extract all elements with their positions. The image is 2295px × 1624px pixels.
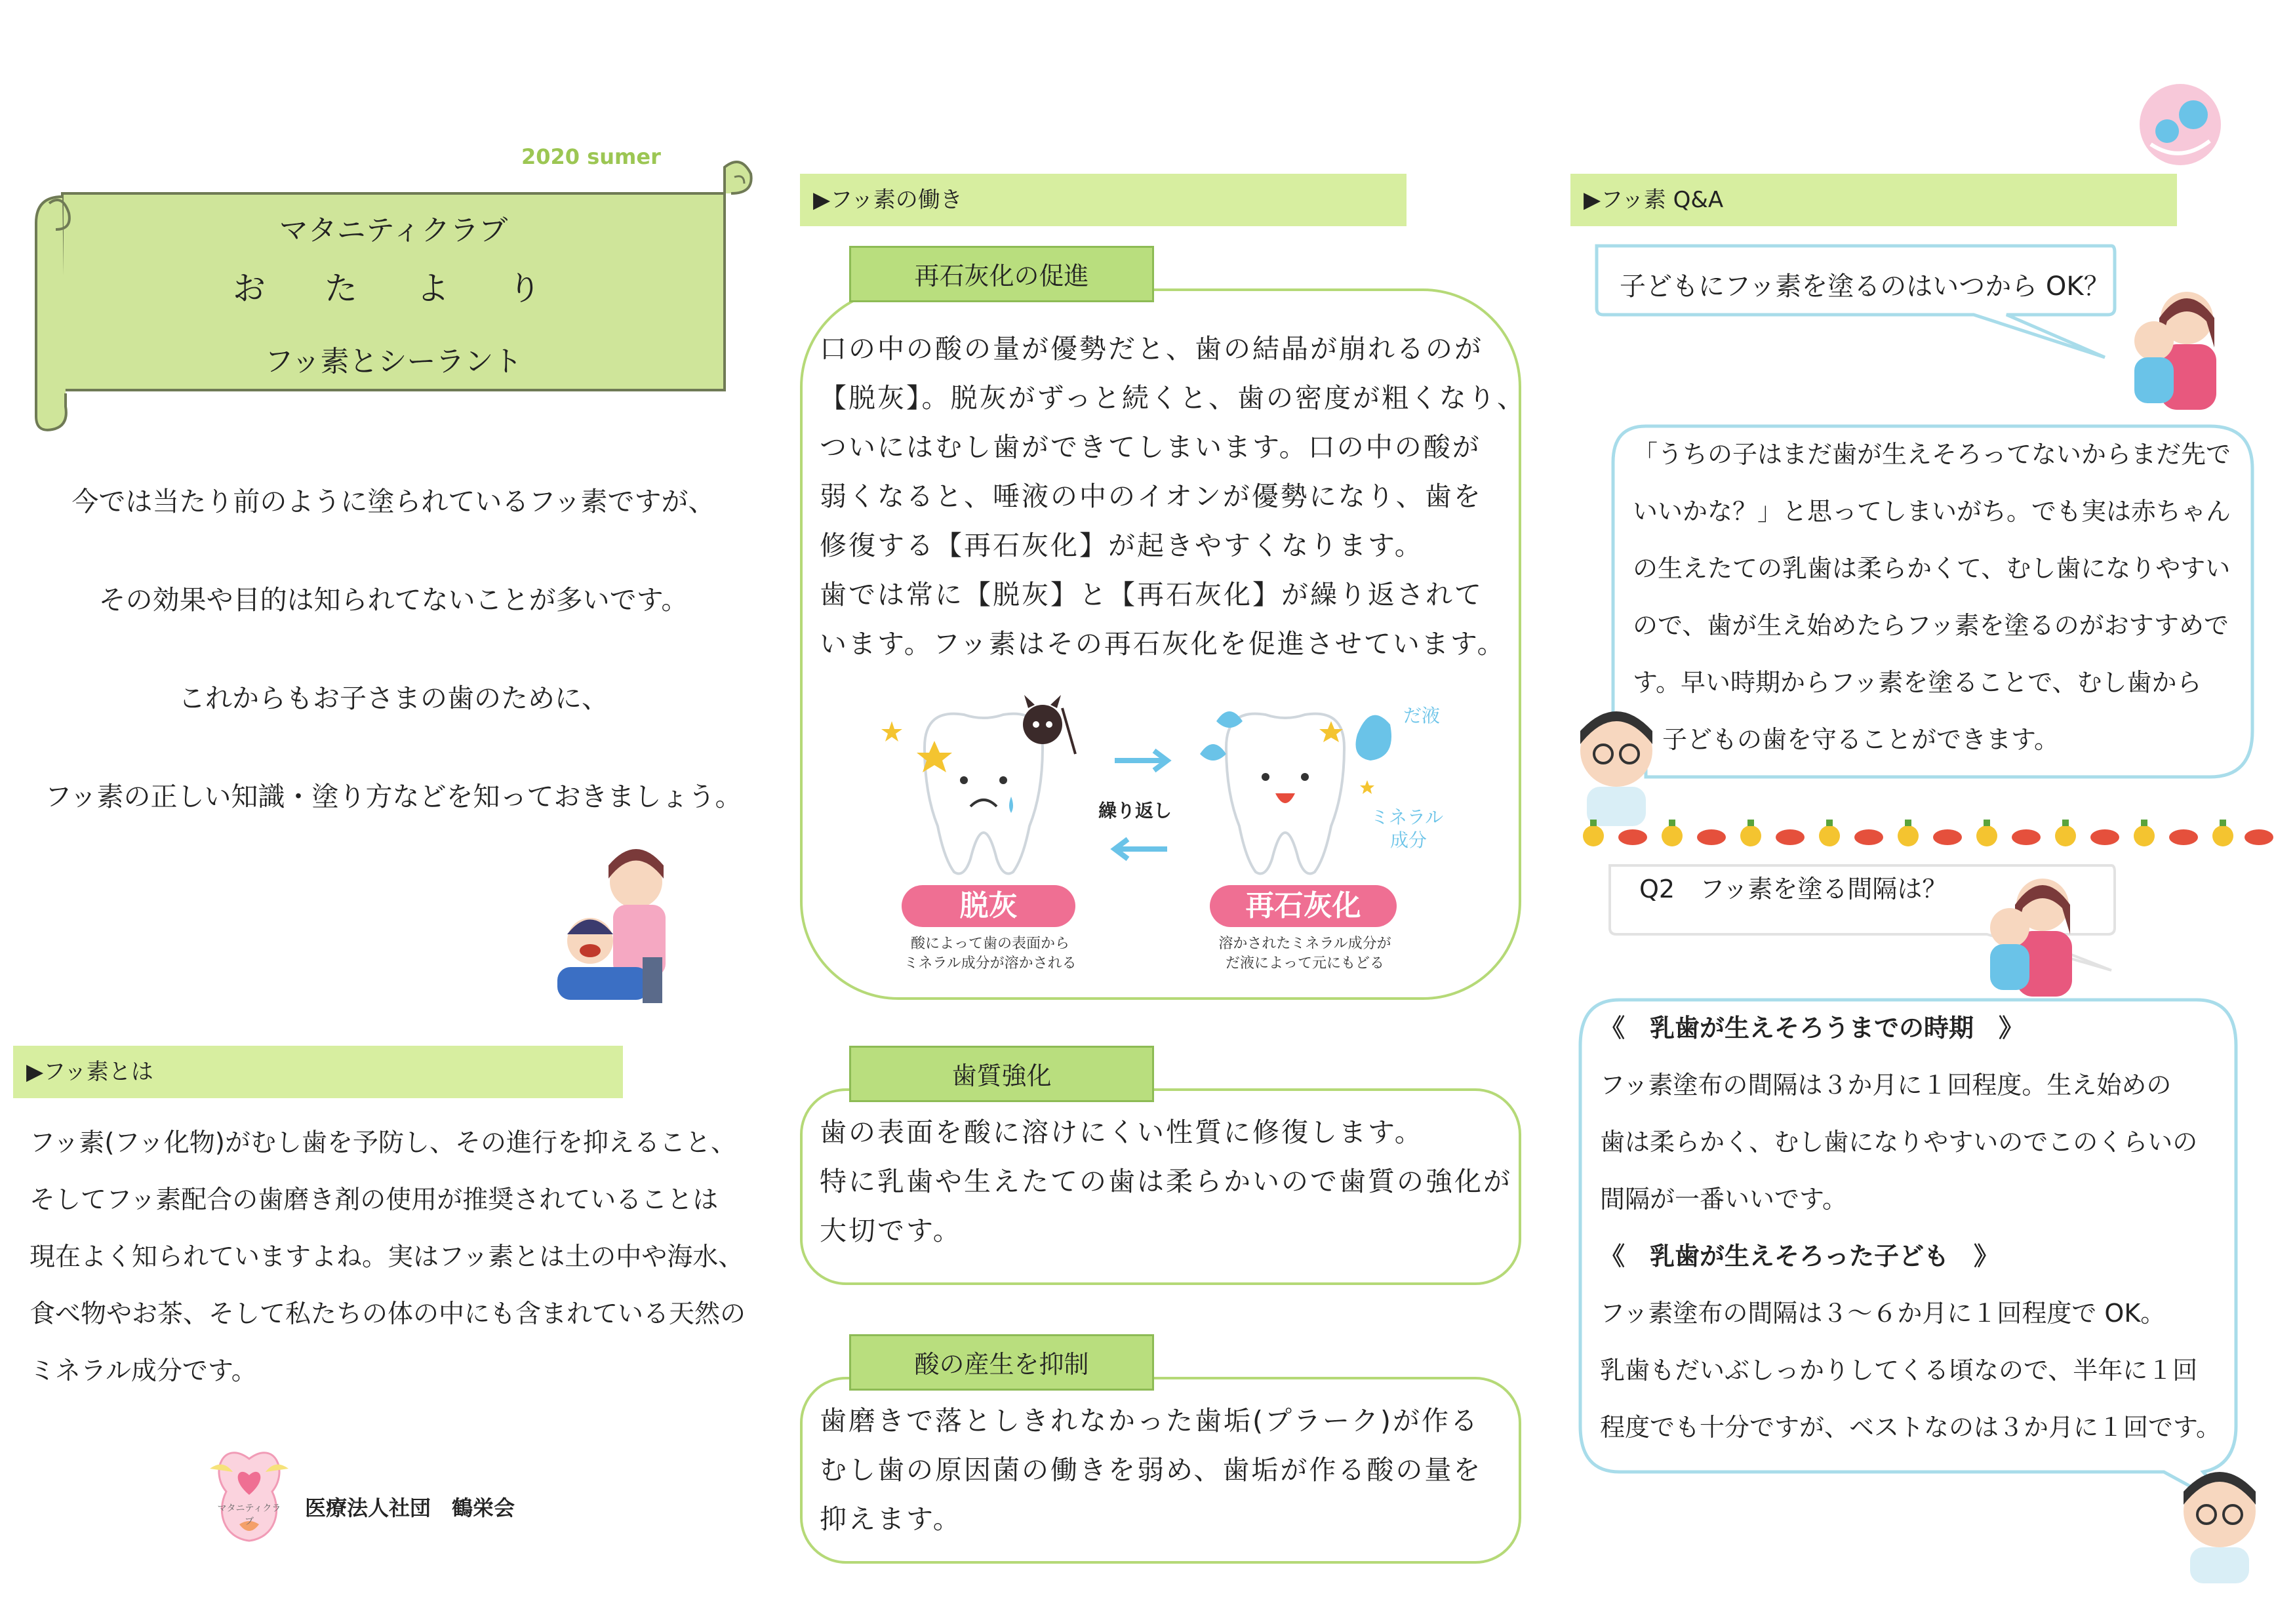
- caption-line: 酸によって歯の表面から: [910, 936, 1069, 952]
- remineral-badge: 再石灰化: [1210, 885, 1397, 927]
- paragraph-line: 修復する【再石灰化】が起きやすくなります。: [820, 530, 1424, 561]
- acid-text: [820, 1396, 1482, 1544]
- strengthen-text: [820, 1108, 1512, 1256]
- paragraph-line: 【脱灰】。脱灰がずっと続くと、歯の密度が粗くなり、: [820, 382, 1527, 414]
- mineral-label: ミネラル: [1370, 806, 1444, 828]
- bacteria-devil-icon: [1023, 705, 1062, 744]
- doctor-illustration: [2170, 1459, 2269, 1583]
- answer-heading: 《 乳歯が生えそろった子ども 》: [1600, 1242, 1999, 1271]
- intro-line: 今では当たり前のように塗られているフッ素ですが、: [71, 486, 715, 517]
- answer-line: 程度でも十分ですが、ベストなのは３か月に１回です。: [1600, 1413, 2221, 1442]
- acid-tag: 酸の産生を抑制: [849, 1334, 1154, 1391]
- remineral-caption: [1180, 934, 1429, 974]
- season-label: 2020 sumer: [521, 144, 661, 169]
- paragraph-line: います。フッ素はその再石灰化を促進させています。: [820, 628, 1506, 660]
- intro-text: [0, 452, 787, 846]
- answer-line: 子どもの歯を守ることができます。: [1662, 725, 2059, 754]
- paragraph-line: そしてフッ素配合の歯磨き剤の使用が推奨されていることは: [30, 1185, 719, 1215]
- arrow-right-icon: [1115, 751, 1167, 770]
- logo-text: マタニティクラブ: [217, 1503, 281, 1527]
- intro-line: これからもお子さまの歯のために、: [178, 683, 609, 714]
- answer-line: 「うちの子はまだ歯が生えそろってないからまだ先で: [1633, 440, 2231, 469]
- caption-line: ミネラル成分が溶かされる: [904, 955, 1077, 972]
- paragraph-line: 大切です。: [820, 1215, 962, 1246]
- intro-line: その効果や目的は知られてないことが多いです。: [98, 584, 688, 616]
- organization-name: 医療法人社団 鶴栄会: [305, 1495, 515, 1520]
- paragraph-line: 特に乳歯や生えたての歯は柔らかいので歯質の強化が: [820, 1166, 1512, 1197]
- club-logo: [210, 1446, 289, 1544]
- a1-text: [1633, 426, 2231, 768]
- caption-line: 溶かされたミネラル成分が: [1218, 936, 1391, 952]
- cycle-label: 繰り返し: [1098, 800, 1172, 822]
- subtitle: フッ素とシーラント: [264, 345, 523, 378]
- q2-text: Q2 フッ素を塗る間隔は？: [1639, 875, 1947, 903]
- fruit-border: [1574, 816, 2275, 856]
- mother-baby-illustration: [1970, 869, 2082, 1000]
- a2-text: [1600, 1000, 2221, 1456]
- answer-line: す。早い時期からフッ素を塗ることで、むし歯から: [1633, 668, 2202, 697]
- paragraph-line: 抑えます。: [820, 1503, 962, 1535]
- paragraph-line: 歯の表面を酸に溶けにくい性質に修復します。: [820, 1117, 1424, 1148]
- paragraph-line: フッ素(フッ化物)がむし歯を予防し、その進行を抑えること、: [30, 1128, 736, 1158]
- answer-line: フッ素塗布の間隔は３～６か月に１回程度で OK。: [1600, 1299, 2166, 1328]
- dentist-illustration: [531, 839, 695, 1010]
- answer-heading: 《 乳歯が生えそろうまでの時期 》: [1600, 1014, 2024, 1042]
- demineral-badge: 脱灰: [902, 885, 1075, 927]
- saliva-label: だ液: [1403, 705, 1441, 726]
- answer-line: いいかな？」と思ってしまいがち。でも実は赤ちゃん: [1633, 497, 2231, 526]
- paragraph-line: 歯では常に【脱灰】と【再石灰化】が繰り返されて: [820, 579, 1483, 610]
- doctor-illustration: [1567, 698, 1666, 829]
- section-heading-fluoride-about: ▶フッ素とは: [13, 1046, 623, 1098]
- answer-line: ので、歯が生え始めたらフッ素を塗るのがおすすめで: [1633, 611, 2229, 640]
- remineralization-diagram: [872, 695, 1488, 997]
- demineral-caption: [872, 934, 1108, 974]
- title-line1: マタニティクラブ: [279, 214, 508, 247]
- intro-line: フッ素の正しい知識・塗り方などを知っておきましょう。: [45, 781, 742, 812]
- answer-line: 歯は柔らかく、むし歯になりやすいのでこのくらいの: [1600, 1128, 2198, 1157]
- answer-line: 間隔が一番いいです。: [1600, 1185, 1847, 1214]
- caption-line: だ液によって元にもどる: [1225, 955, 1384, 972]
- mother-baby-illustration: [2115, 282, 2226, 413]
- answer-line: フッ素塗布の間隔は３か月に１回程度。生え始めの: [1600, 1071, 2172, 1099]
- section-heading-function: ▶フッ素の働き: [800, 174, 1407, 226]
- paragraph-line: 食べ物やお茶、そして私たちの体の中にも含まれている天然の: [30, 1299, 746, 1329]
- paragraph-line: ついにはむし歯ができてしまいます。口の中の酸が: [820, 431, 1481, 463]
- diagram-graphic: [872, 695, 1488, 892]
- remineralization-text: [820, 325, 1526, 669]
- answer-line: の生えたての乳歯は柔らかくて、むし歯になりやすい: [1633, 554, 2231, 583]
- section-heading-qa: ▶フッ素 Q&A: [1570, 174, 2177, 226]
- maternity-logo-icon: [2131, 82, 2229, 167]
- fluoride-about-text: [30, 1115, 746, 1400]
- title-line2: お た よ り: [233, 269, 554, 307]
- answer-line: 乳歯もだいぶしっかりしてくる頃なので、半年に１回: [1600, 1356, 2198, 1385]
- paragraph-line: 現在よく知られていますよね。実はフッ素とは土の中や海水、: [30, 1242, 744, 1272]
- paragraph-line: 口の中の酸の量が優勢だと、歯の結晶が崩れるのが: [820, 333, 1483, 365]
- remineralization-tag: 再石灰化の促進: [849, 246, 1154, 302]
- q1-text: 子どもにフッ素を塗るのはいつから OK？: [1620, 271, 2110, 302]
- paragraph-line: 弱くなると、唾液の中のイオンが優勢になり、歯を: [820, 481, 1483, 512]
- tooth-demineral-icon: [925, 714, 1043, 874]
- arrow-left-icon: [1115, 839, 1167, 859]
- paragraph-line: むし歯の原因菌の働きを弱め、歯垢が作る酸の量を: [820, 1454, 1483, 1486]
- strengthen-tag: 歯質強化: [849, 1046, 1154, 1102]
- saliva-drop-icon: [1356, 715, 1392, 761]
- mineral-label: 成分: [1390, 829, 1427, 851]
- q1-bubble: [1587, 239, 2125, 370]
- paragraph-line: ミネラル成分です。: [30, 1357, 257, 1386]
- paragraph-line: 歯磨きで落としきれなかった歯垢(プラーク)が作る: [820, 1405, 1479, 1436]
